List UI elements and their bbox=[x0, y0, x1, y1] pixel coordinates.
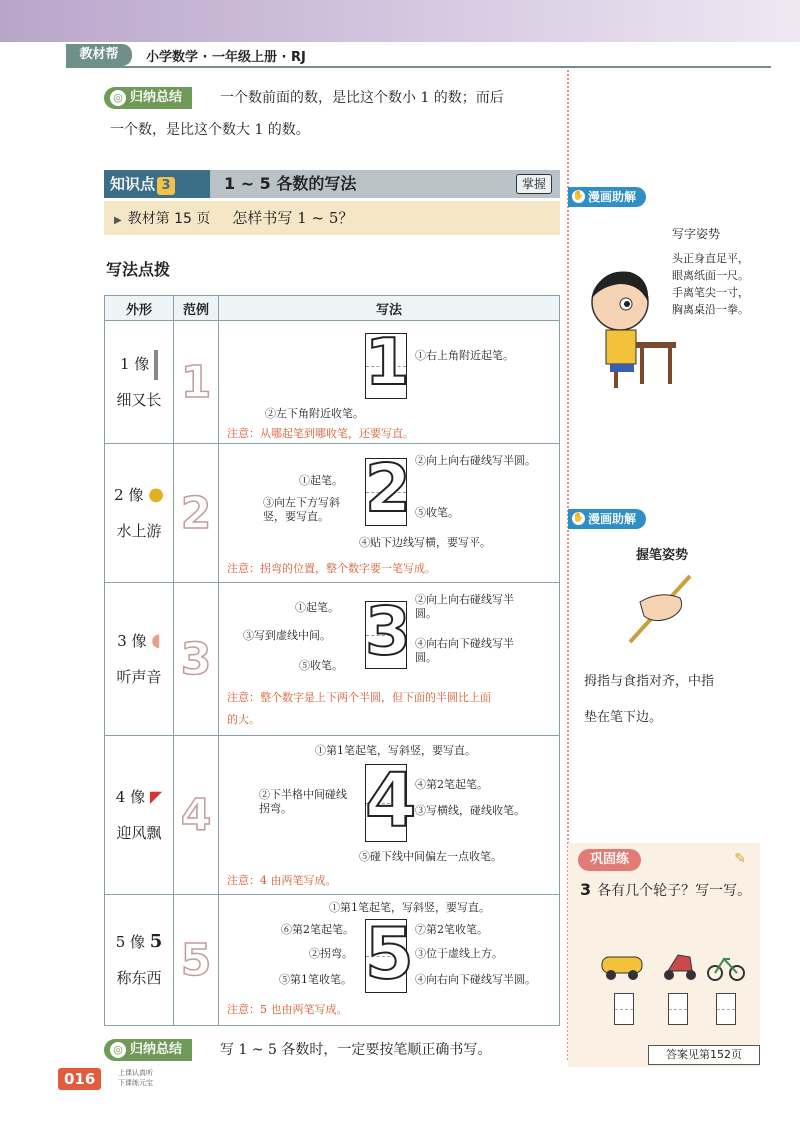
example-digit: 4 bbox=[180, 789, 212, 841]
bicycle-icon bbox=[706, 951, 746, 983]
summary-tag-label: 归纳总结 bbox=[130, 1042, 183, 1057]
note-text: 注意：4 由两笔写成。 bbox=[227, 874, 337, 887]
hand-icon: ✋ bbox=[572, 513, 585, 523]
answer-box-scooter[interactable] bbox=[668, 993, 688, 1025]
column-header-example: 范例 bbox=[174, 296, 219, 321]
writing-method-table bbox=[104, 295, 560, 1026]
step-text: ②向上向右碰线写半圆。 bbox=[415, 593, 514, 620]
pen-grip-illustration bbox=[620, 572, 700, 646]
shape-line1: 3 像 ◖ bbox=[117, 630, 161, 651]
pencil-icon bbox=[154, 350, 158, 380]
note-text: 注意：5 也由两笔写成。 bbox=[227, 1003, 348, 1016]
step-text: ④向右向下碰线写半圆。 bbox=[415, 973, 536, 986]
knowledge-point-bar bbox=[104, 170, 560, 198]
shape-cell bbox=[105, 321, 174, 444]
knowledge-point-number: 3 bbox=[157, 177, 175, 195]
shape-line1: 2 像 ● bbox=[114, 484, 164, 505]
note-text: 注意：从哪起笔到哪收笔，还要写直。 bbox=[227, 427, 414, 440]
textbook-reference bbox=[104, 201, 560, 235]
shape-line1: 4 像 ◤ bbox=[115, 787, 163, 806]
step-text: ⑤第1笔收笔。 bbox=[279, 973, 352, 986]
table-header-row bbox=[105, 296, 560, 321]
shape-cell bbox=[105, 444, 174, 583]
example-cell bbox=[174, 444, 219, 583]
column-header-shape: 外形 bbox=[105, 296, 174, 321]
example-cell bbox=[174, 321, 219, 444]
digit-glyph: 3 bbox=[365, 593, 411, 670]
digit-glyph: 5 bbox=[365, 913, 414, 995]
method-cell bbox=[219, 583, 560, 736]
step-text: ③向左下方写斜竖，要写直。 bbox=[263, 496, 340, 523]
comic1-lines bbox=[672, 250, 749, 318]
mastery-badge: 掌握 bbox=[516, 174, 552, 194]
shape-line2: 迎风飘 bbox=[116, 824, 162, 842]
target-icon: ◎ bbox=[110, 1042, 126, 1058]
method-cell bbox=[219, 321, 560, 444]
step-text: ①右上角附近起笔。 bbox=[415, 349, 514, 362]
digit-glyph: 4 bbox=[365, 758, 417, 844]
answer-box-bicycle[interactable] bbox=[716, 993, 736, 1025]
example-digit: 2 bbox=[180, 487, 212, 539]
comic1-line: 手离笔尖一寸， bbox=[672, 286, 749, 299]
shape-cell bbox=[105, 736, 174, 895]
step-text: ②左下角附近收笔。 bbox=[265, 407, 364, 420]
method-cell bbox=[219, 736, 560, 895]
reference-page: 教材第 15 页 bbox=[127, 211, 211, 227]
comic2-line: 垫在笔下边。 bbox=[584, 710, 663, 725]
summary-bottom-text: 写 1 ~ 5 各数时，一定要按笔顺正确书写。 bbox=[220, 1042, 492, 1058]
comic1-line: 头正身直足平， bbox=[672, 252, 749, 265]
note-line2: 的大。 bbox=[227, 713, 260, 726]
step-text: ⑥第2笔起笔。 bbox=[281, 923, 354, 936]
step-text: ⑤碰下线中间偏左一点收笔。 bbox=[359, 850, 502, 863]
comic2-title: 握笔姿势 bbox=[636, 548, 689, 563]
comic1-line: 胸离桌沿一拳。 bbox=[672, 303, 749, 316]
step-text: ②下半格中间碰线拐弯。 bbox=[259, 788, 347, 815]
shape-line2: 称东西 bbox=[116, 969, 162, 987]
example-cell bbox=[174, 583, 219, 736]
reference-question: 怎样书写 1 ~ 5？ bbox=[232, 209, 354, 227]
summary-top-line2: 一个数，是比这个数大 1 的数。 bbox=[110, 122, 310, 138]
note-line1: 注意：整个数字是上下两个半圆，但下面的半圆比上面 bbox=[227, 691, 491, 704]
child-writing-illustration bbox=[580, 262, 680, 392]
example-cell bbox=[174, 895, 219, 1026]
step-text: ②向上向右碰线写半圆。 bbox=[415, 454, 536, 467]
step-text: ⑦第2笔收笔。 bbox=[415, 923, 488, 936]
header-divider bbox=[66, 66, 771, 68]
ear-icon: ◖ bbox=[151, 630, 161, 651]
hand-icon: ✋ bbox=[572, 191, 585, 201]
example-cell bbox=[174, 736, 219, 895]
summary-tag-label: 归纳总结 bbox=[130, 90, 183, 105]
step-text: ④贴下边线写横，要写平。 bbox=[359, 536, 491, 549]
example-digit: 1 bbox=[180, 356, 212, 408]
footer-slogan-line: 上课认真听 bbox=[118, 1069, 153, 1077]
brand-tab: 教材帮 bbox=[66, 44, 132, 66]
car-icon bbox=[598, 949, 646, 983]
table-row bbox=[105, 736, 560, 895]
step-text: ②拐弯。 bbox=[309, 947, 353, 960]
practice-tag: 巩固练 bbox=[578, 849, 641, 871]
practice-question: 3 各有几个轮子？写一写。 bbox=[580, 880, 752, 899]
step-text: ④向右向下碰线写半圆。 bbox=[415, 637, 514, 664]
step-text: ①第1笔起笔，写斜竖，要写直。 bbox=[329, 901, 490, 914]
step-text: ①第1笔起笔，写斜竖，要写直。 bbox=[315, 744, 476, 757]
summary-tag-top bbox=[104, 87, 192, 109]
triangle-bullet-icon: ▶ bbox=[114, 215, 122, 226]
footer-slogan bbox=[118, 1068, 168, 1088]
step-text: ①起笔。 bbox=[299, 474, 343, 487]
section-heading: 写法点拨 bbox=[106, 260, 171, 279]
method-cell bbox=[219, 444, 560, 583]
knowledge-point-title: 1 ~ 5 各数的写法 bbox=[224, 174, 357, 193]
step-text: ③写横线，碰线收笔。 bbox=[415, 804, 525, 817]
digit-glyph: 1 bbox=[365, 326, 410, 400]
duck-icon: ● bbox=[148, 484, 164, 505]
note-text: 注意：拐弯的位置，整个数字要一笔写成。 bbox=[227, 562, 436, 575]
shape-line2: 细又长 bbox=[116, 391, 162, 409]
step-text: ①起笔。 bbox=[295, 601, 339, 614]
answer-reference: 答案见第152页 bbox=[648, 1045, 760, 1065]
flag-icon: ◤ bbox=[149, 787, 163, 806]
table-row bbox=[105, 583, 560, 736]
comic1-line: 眼离纸面一尺。 bbox=[672, 269, 749, 282]
step-text: ⑤收笔。 bbox=[415, 506, 459, 519]
scooter-icon bbox=[660, 947, 700, 983]
comic-tag-1: ✋ 漫画助解 bbox=[568, 187, 646, 207]
practice-number: 3 bbox=[580, 880, 592, 899]
shape-cell bbox=[105, 583, 174, 736]
example-digit: 3 bbox=[180, 633, 212, 685]
table-row bbox=[105, 321, 560, 444]
shape-line1: 5 像 5 bbox=[115, 931, 163, 952]
column-header-method: 写法 bbox=[219, 296, 560, 321]
footer-slogan-line: 下课练元宝 bbox=[118, 1079, 153, 1087]
shape-line1: 1 像 bbox=[105, 346, 173, 382]
page-number: 016 bbox=[58, 1068, 101, 1090]
knowledge-point-label: 知识点 3 bbox=[104, 170, 210, 198]
table-row bbox=[105, 895, 560, 1026]
comic1-title: 写字姿势 bbox=[672, 227, 721, 241]
scale-icon: 5 bbox=[149, 931, 163, 952]
step-text: ④第2笔起笔。 bbox=[415, 778, 488, 791]
comic-tag-2: ✋ 漫画助解 bbox=[568, 509, 646, 529]
summary-tag-bottom bbox=[104, 1039, 192, 1061]
comic2-line: 拇指与食指对齐，中指 bbox=[584, 674, 715, 689]
page-header-title: 小学数学 · 一年级上册 · RJ bbox=[146, 50, 306, 65]
example-digit: 5 bbox=[180, 934, 212, 986]
summary-top-line1: 一个数前面的数，是比这个数小 1 的数；而后 bbox=[220, 90, 504, 106]
answer-box-car[interactable] bbox=[614, 993, 634, 1025]
shape-line2: 水上游 bbox=[116, 522, 162, 540]
target-icon: ◎ bbox=[110, 90, 126, 106]
note-text bbox=[227, 687, 491, 731]
method-cell bbox=[219, 895, 560, 1026]
step-text: ⑤收笔。 bbox=[299, 659, 343, 672]
shape-cell bbox=[105, 895, 174, 1026]
top-banner bbox=[0, 0, 800, 42]
comic2-lines bbox=[584, 664, 714, 736]
practice-box bbox=[568, 843, 760, 1067]
step-text: ③写到虚线中间。 bbox=[243, 629, 331, 642]
step-text: ③位于虚线上方。 bbox=[415, 947, 503, 960]
pencil-icon: ✎ bbox=[734, 851, 746, 867]
shape-line2: 听声音 bbox=[116, 668, 162, 686]
table-row bbox=[105, 444, 560, 583]
digit-glyph: 2 bbox=[365, 450, 411, 527]
